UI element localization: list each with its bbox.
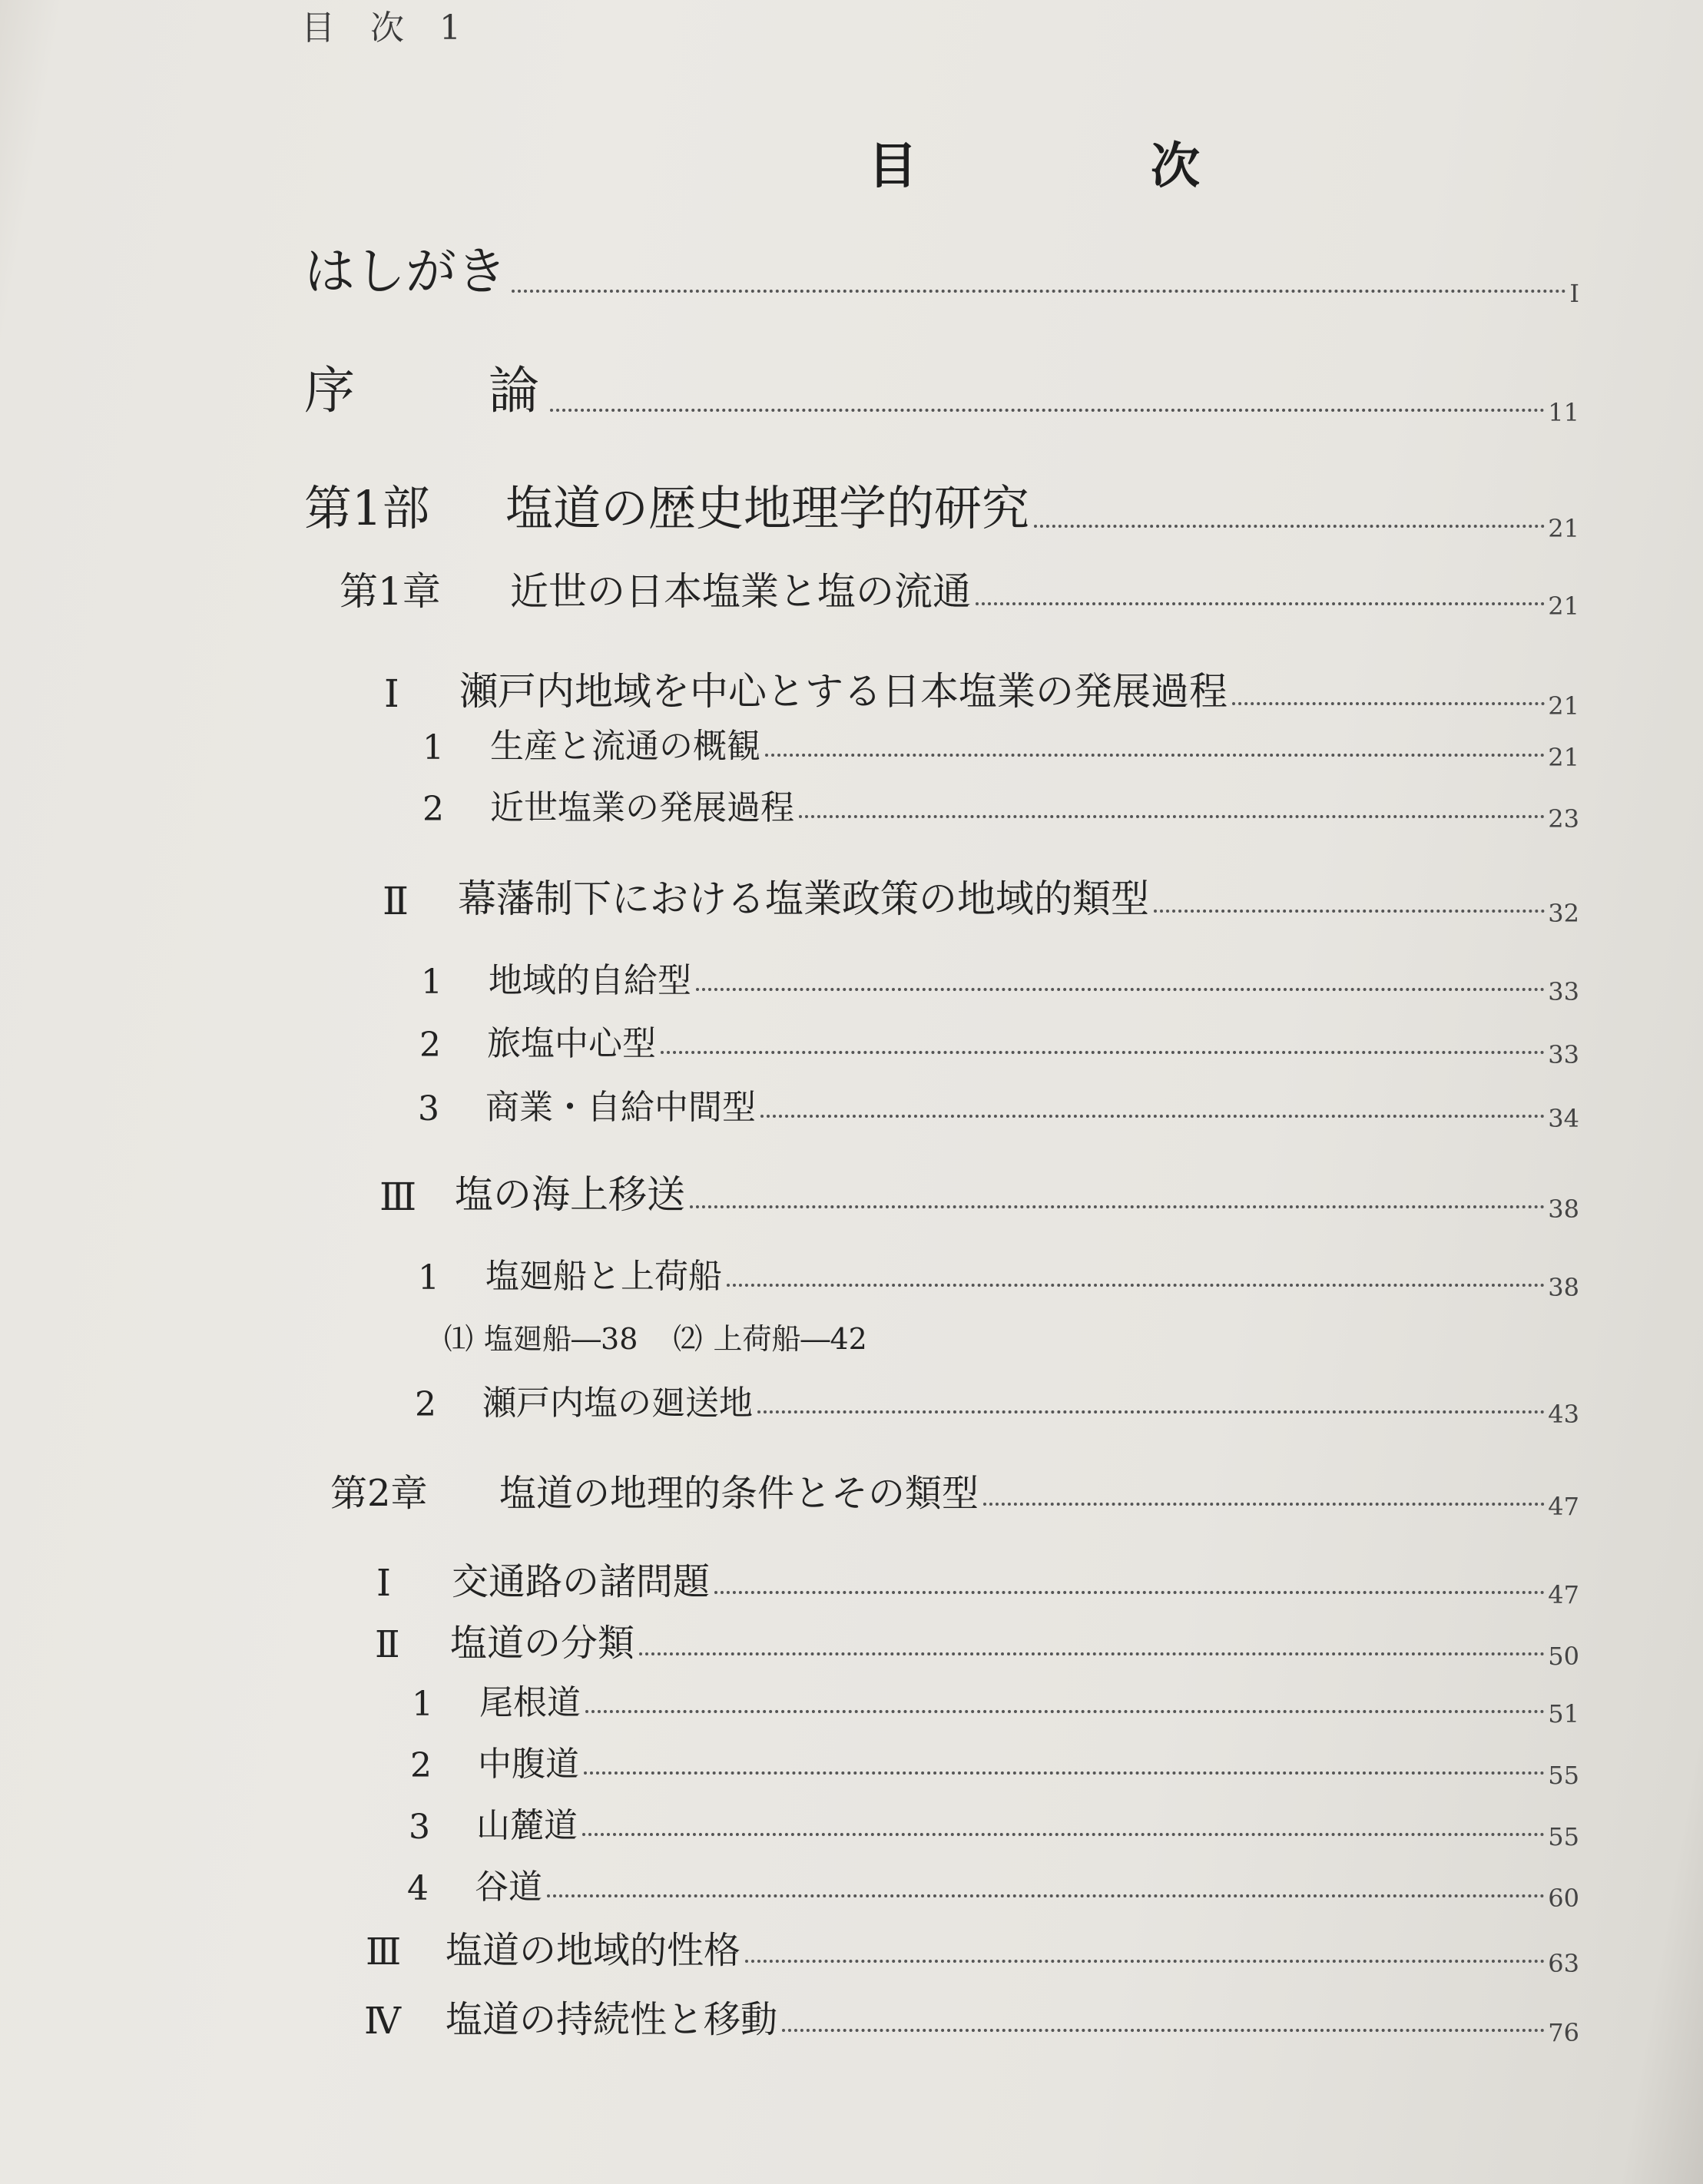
page-number: 11: [1548, 398, 1579, 427]
dot-leader: [757, 1410, 1545, 1413]
dot-leader: [983, 1503, 1545, 1506]
entry-label: 塩道の地理的条件とその類型: [499, 1472, 979, 1515]
dot-leader: [727, 1284, 1545, 1287]
entry-number: 1: [418, 1258, 439, 1297]
page-number: 38: [1548, 1195, 1579, 1224]
dot-leader: [1034, 525, 1545, 528]
entry-label: 中腹道: [478, 1745, 579, 1784]
dot-leader: [690, 1205, 1545, 1208]
page-number: 60: [1548, 1884, 1579, 1913]
entry-label: 交通路の諸問題: [452, 1560, 711, 1603]
toc-entry-section[interactable]: [375, 1613, 1579, 1671]
entry-number: Ⅱ: [375, 1623, 400, 1666]
entry-label: 商業・自給中間型: [485, 1088, 756, 1127]
toc-entry-subsection[interactable]: [419, 1016, 1579, 1069]
entry-number: 第1部: [304, 480, 430, 536]
page-number: 43: [1548, 1400, 1579, 1429]
dot-leader: [547, 1894, 1545, 1897]
sub-entry-text: 上荷船―42: [713, 1322, 867, 1356]
toc-entry-subsection[interactable]: [421, 953, 1579, 1006]
dot-leader: [550, 409, 1545, 412]
page-number: 21: [1548, 514, 1579, 543]
toc-entry-subsection[interactable]: [415, 1375, 1579, 1429]
dot-leader: [584, 1771, 1545, 1775]
toc-entry-subsection[interactable]: [412, 1675, 1579, 1728]
page-title: 目 次: [868, 138, 1292, 195]
entry-label: 塩廻船と上荷船: [485, 1257, 722, 1296]
entry-number: 3: [418, 1089, 439, 1128]
entry-number: Ⅰ: [376, 1562, 391, 1605]
dot-leader: [582, 1833, 1545, 1836]
toc-entry-section[interactable]: [366, 1921, 1579, 1978]
dot-leader: [760, 1115, 1545, 1118]
entry-number: 第1章: [340, 569, 441, 614]
dot-leader: [639, 1652, 1545, 1655]
entry-label: 谷道: [475, 1868, 542, 1907]
entry-number: Ⅱ: [383, 879, 409, 923]
entry-label: 塩の海上移送: [455, 1172, 685, 1217]
toc-entry-section[interactable]: [364, 1990, 1579, 2047]
dot-leader: [1232, 702, 1545, 705]
sub-entry-text: 塩廻船―38: [484, 1322, 638, 1356]
page-number: 38: [1548, 1273, 1579, 1302]
toc-entry-subsection[interactable]: [409, 1798, 1579, 1851]
sub-entry-marker: ⑵: [673, 1322, 703, 1356]
entry-label: 生産と流通の概観: [490, 727, 760, 766]
entry-label: 瀬戸内塩の廻送地: [482, 1384, 753, 1423]
entry-number: 2: [419, 1026, 441, 1065]
page-number: 21: [1548, 691, 1579, 721]
dot-leader: [696, 988, 1545, 991]
page-number: 50: [1548, 1642, 1579, 1671]
entry-label: 地域的自給型: [489, 961, 691, 1000]
entry-number: 第2章: [330, 1472, 428, 1515]
entry-label: 瀬戸内地域を中心とする日本塩業の発展過程: [459, 669, 1228, 714]
toc-entry-subsection[interactable]: [418, 1079, 1579, 1133]
entry-label: 尾根道: [479, 1683, 581, 1722]
page-number: 21: [1548, 592, 1579, 621]
dot-leader: [745, 1960, 1545, 1963]
running-head: 目 次 1: [301, 8, 473, 48]
toc-entry-introduction[interactable]: [304, 350, 1579, 427]
entry-number: 1: [421, 963, 442, 1002]
page-number: 55: [1548, 1822, 1579, 1851]
entry-label: 幕藩制下における塩業政策の地域的類型: [458, 877, 1149, 921]
entry-number: 3: [409, 1808, 430, 1847]
entry-number: 4: [407, 1869, 429, 1908]
entry-number: 2: [415, 1385, 436, 1424]
entry-number: Ⅳ: [364, 2000, 401, 2043]
toc-entry-part-1[interactable]: [304, 470, 1579, 543]
sub-entries-line: [444, 1315, 878, 1357]
dot-leader: [714, 1591, 1545, 1594]
toc-entry-section[interactable]: [384, 661, 1579, 721]
toc-entry-subsection[interactable]: [422, 718, 1579, 772]
page-number: 76: [1548, 2018, 1579, 2047]
entry-number: 2: [422, 790, 444, 829]
page-number: 34: [1548, 1104, 1579, 1133]
entry-label: 序 論: [304, 361, 581, 420]
page-number: 63: [1548, 1949, 1579, 1978]
entry-label: はしがき: [304, 242, 507, 301]
dot-leader: [782, 2029, 1545, 2032]
toc-entry-subsection[interactable]: [410, 1736, 1579, 1790]
sub-entry-marker: ⑴: [444, 1322, 474, 1356]
toc-entry-subsection[interactable]: [407, 1859, 1579, 1913]
entry-number: 1: [412, 1685, 433, 1724]
page-number: 32: [1548, 899, 1579, 928]
toc-entry-section[interactable]: [376, 1552, 1579, 1609]
entry-label: 近世の日本塩業と塩の流通: [510, 569, 971, 614]
toc-entry-preface[interactable]: [304, 230, 1579, 308]
page-number: 55: [1548, 1761, 1579, 1790]
toc-entry-subsection[interactable]: [418, 1248, 1579, 1302]
dot-leader: [585, 1710, 1545, 1713]
entry-label: 旅塩中心型: [487, 1024, 656, 1063]
toc-entry-chapter-2[interactable]: [330, 1463, 1579, 1521]
page-number: 47: [1548, 1580, 1579, 1609]
dot-leader: [512, 290, 1566, 293]
dot-leader: [661, 1051, 1545, 1054]
entry-label: 山麓道: [476, 1806, 578, 1845]
entry-number: Ⅰ: [384, 671, 399, 716]
page-number: 33: [1548, 1040, 1579, 1069]
dot-leader: [976, 602, 1545, 605]
page-number: 33: [1548, 977, 1579, 1006]
toc-entry-chapter-1[interactable]: [340, 561, 1579, 621]
entry-label: 塩道の分類: [450, 1622, 635, 1665]
toc-entry-section[interactable]: [383, 868, 1579, 928]
page-number: 51: [1548, 1699, 1579, 1728]
entry-label: 塩道の持続性と移動: [446, 1998, 778, 2041]
toc-entry-subsection[interactable]: [422, 780, 1579, 833]
entry-label: 近世塩業の発展過程: [490, 788, 794, 827]
toc-entry-section[interactable]: [379, 1164, 1579, 1224]
page-number: 47: [1548, 1492, 1579, 1521]
entry-number: Ⅲ: [379, 1175, 417, 1219]
entry-label: 塩道の歴史地理学的研究: [505, 480, 1030, 536]
entry-number: 2: [410, 1746, 432, 1785]
page-number: 23: [1548, 804, 1579, 833]
page-number: I: [1569, 279, 1579, 308]
dot-leader: [1154, 910, 1545, 913]
entry-number: 1: [422, 728, 444, 767]
dot-leader: [765, 754, 1545, 757]
entry-label: 塩道の地域的性格: [446, 1929, 741, 1972]
entry-number: Ⅲ: [366, 1930, 402, 1974]
page-number: 21: [1548, 743, 1579, 772]
dot-leader: [799, 815, 1545, 818]
